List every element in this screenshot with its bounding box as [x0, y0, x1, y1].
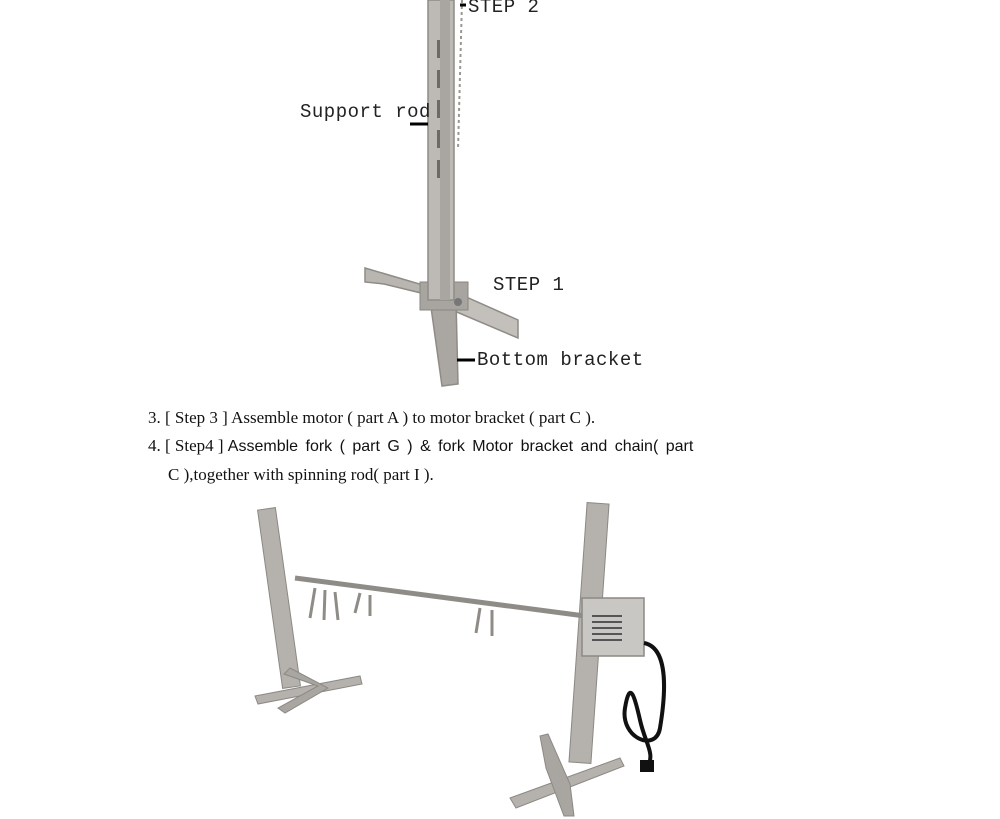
- step2-label: STEP 2: [468, 0, 540, 18]
- step-4-text: Assemble fork ( part G ) & fork Motor bracket and chain( part: [227, 438, 694, 455]
- instruction-steps: [148, 404, 808, 489]
- left-support-rod: [258, 508, 301, 689]
- step-4-continuation: C ),together with spinning rod( part I ).: [168, 465, 434, 484]
- rod-slot: [437, 70, 440, 88]
- bottom-bracket-label: Bottom bracket: [477, 349, 644, 371]
- bracket-bolt: [454, 298, 462, 306]
- step-4-prefix: 4. [ Step4 ]: [148, 436, 228, 455]
- support-rod-assembly-figure: [280, 0, 660, 392]
- step1-label: STEP 1: [493, 274, 565, 296]
- power-plug: [640, 760, 654, 772]
- rod-slot: [437, 40, 440, 58]
- chain: [458, 0, 462, 150]
- rod-slot: [437, 160, 440, 178]
- spinning-rod: [295, 578, 585, 616]
- right-bracket-bar: [540, 734, 574, 816]
- step-4-instruction: [148, 432, 808, 461]
- rotisserie-assembly-figure: [240, 498, 680, 819]
- rod-slot: [437, 130, 440, 148]
- fork: [355, 593, 370, 616]
- rod-slot: [437, 100, 440, 118]
- support-rod-side: [440, 0, 450, 300]
- bracket-bar-front: [430, 300, 458, 386]
- fork: [476, 608, 492, 636]
- fork: [310, 588, 338, 620]
- support-rod-label: Support rod: [300, 101, 431, 123]
- step-3-instruction: 3. [ Step 3 ] Assemble motor ( part A ) to motor bracket ( part C ).: [148, 408, 596, 427]
- power-cable: [625, 643, 664, 766]
